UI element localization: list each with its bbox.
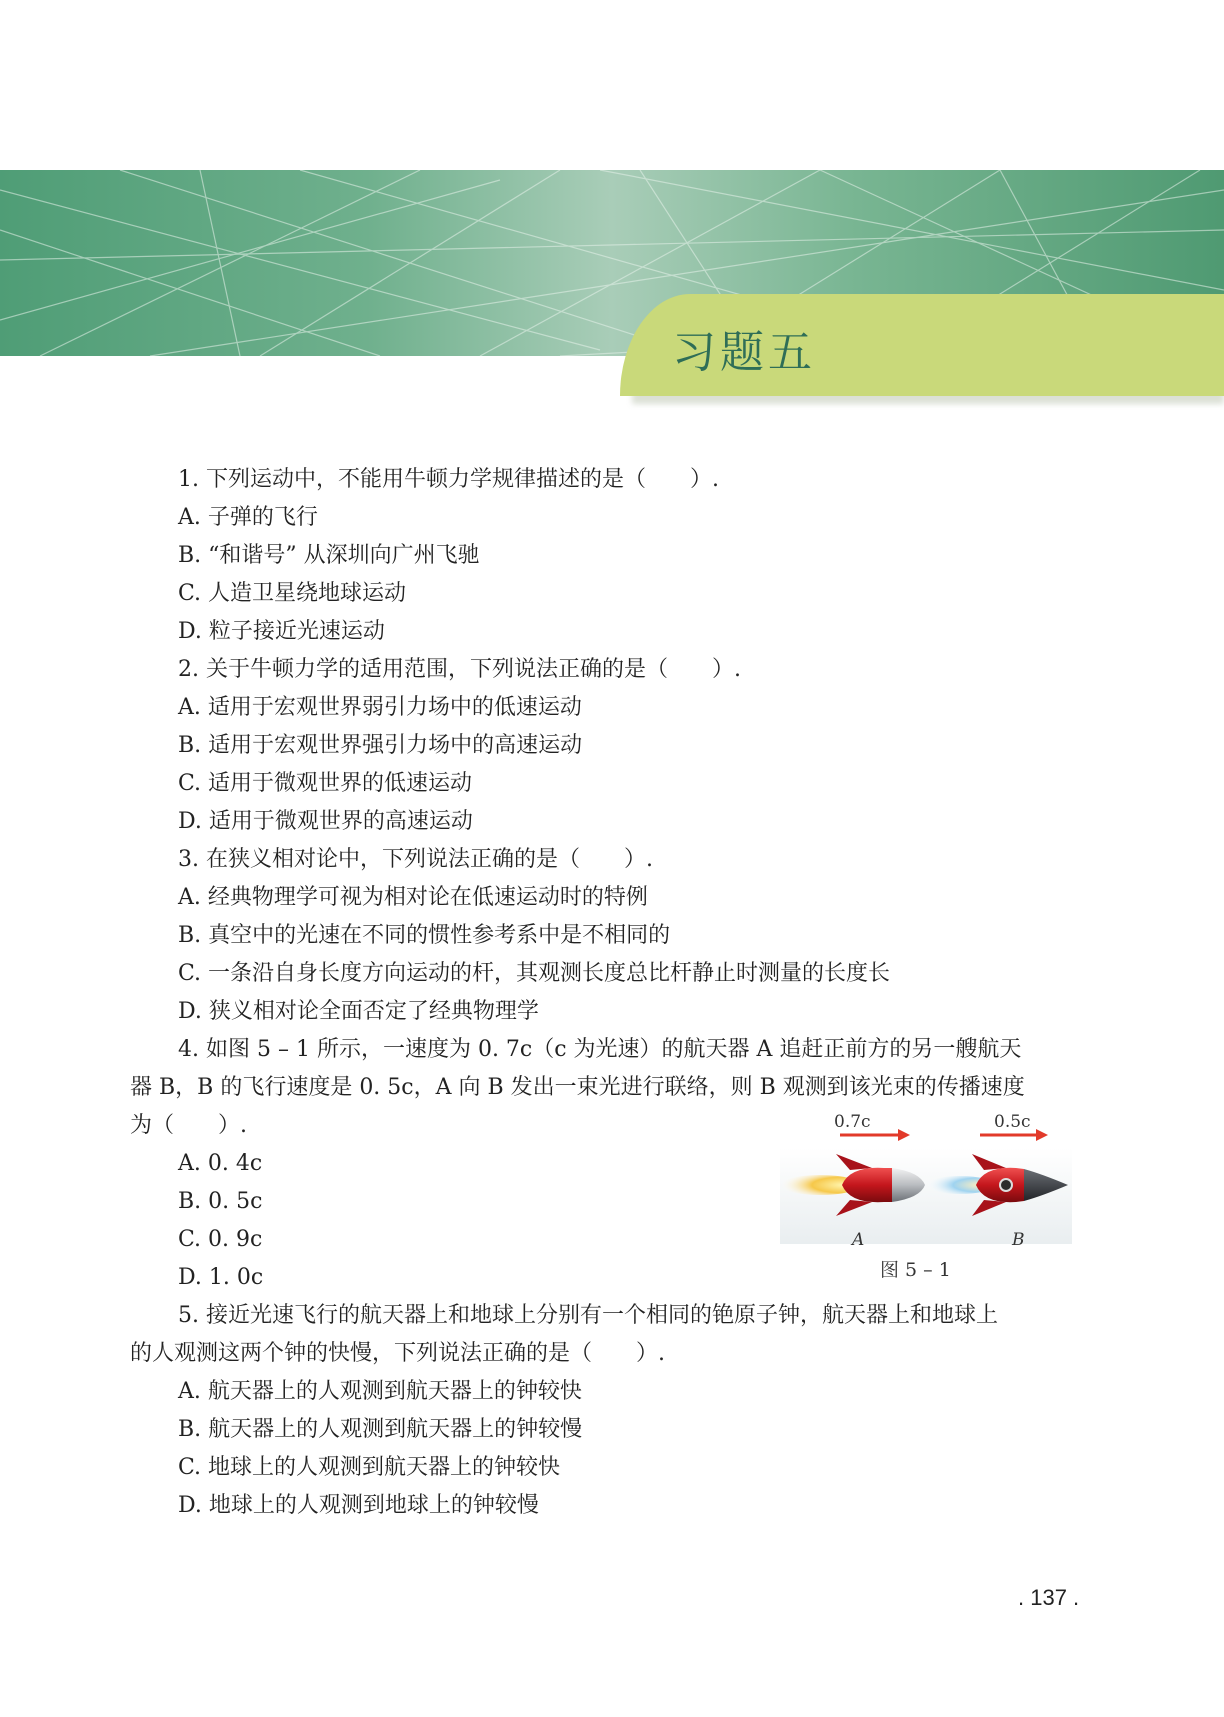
question-1: 1. 下列运动中，不能用牛顿力学规律描述的是（ ）.	[178, 467, 719, 492]
question-5-option-a: A. 航天器上的人观测到航天器上的钟较快	[178, 1379, 582, 1404]
question-3-option-d: D. 狭义相对论全面否定了经典物理学	[178, 999, 539, 1024]
speed-label-b: 0.5c	[994, 1112, 1031, 1132]
question-4-line-2: 器 B，B 的飞行速度是 0. 5c，A 向 B 发出一束光进行联络，则 B 观测到该光束的传播速度	[130, 1075, 1025, 1100]
question-5-line-1: 5. 接近光速飞行的航天器上和地球上分别有一个相同的铯原子钟，航天器上和地球上	[178, 1303, 998, 1328]
rocket-b-window	[1000, 1179, 1012, 1191]
speed-label-a: 0.7c	[834, 1112, 871, 1132]
question-3: 3. 在狭义相对论中，下列说法正确的是（ ）.	[178, 847, 653, 872]
chapter-title: 习题五	[672, 327, 816, 378]
question-1-option-b: B. “和谐号” 从深圳向广州飞驰	[178, 543, 480, 568]
question-5-option-d: D. 地球上的人观测到地球上的钟较慢	[178, 1493, 539, 1518]
question-4-option-b: B. 0. 5c	[178, 1189, 263, 1214]
question-3-option-a: A. 经典物理学可视为相对论在低速运动时的特例	[178, 885, 648, 910]
question-5-option-b: B. 航天器上的人观测到航天器上的钟较慢	[178, 1417, 583, 1442]
question-2-option-b: B. 适用于宏观世界强引力场中的高速运动	[178, 733, 583, 758]
question-4-option-c: C. 0. 9c	[178, 1227, 263, 1252]
question-2-option-d: D. 适用于微观世界的高速运动	[178, 809, 473, 834]
question-4-option-a: A. 0. 4c	[178, 1151, 263, 1176]
question-5-option-c: C. 地球上的人观测到航天器上的钟较快	[178, 1455, 561, 1480]
speed-arrow-a-head	[898, 1129, 910, 1141]
figure-caption: 图 5 – 1	[880, 1259, 951, 1281]
question-2-option-c: C. 适用于微观世界的低速运动	[178, 771, 473, 796]
speed-arrow-b-head	[1036, 1129, 1048, 1141]
question-4-line-3: 为（ ）.	[130, 1113, 247, 1138]
question-4-option-d: D. 1. 0c	[178, 1265, 264, 1290]
question-2: 2. 关于牛顿力学的适用范围，下列说法正确的是（ ）.	[178, 657, 741, 682]
page-number: . 137 .	[1018, 1585, 1080, 1610]
question-2-option-a: A. 适用于宏观世界弱引力场中的低速运动	[178, 695, 582, 720]
question-3-option-c: C. 一条沿自身长度方向运动的杆，其观测长度总比杆静止时测量的长度长	[178, 961, 891, 986]
question-1-option-a: A. 子弹的飞行	[178, 505, 318, 530]
rocket-a-label: A	[852, 1230, 865, 1250]
question-1-option-c: C. 人造卫星绕地球运动	[178, 581, 407, 606]
question-4-line-1: 4. 如图 5 – 1 所示，一速度为 0. 7c（c 为光速）的航天器 A 追赶正前方的另一艘航天	[178, 1037, 1022, 1062]
question-3-option-b: B. 真空中的光速在不同的惯性参考系中是不相同的	[178, 923, 671, 948]
question-5-line-2: 的人观测这两个钟的快慢，下列说法正确的是（ ）.	[130, 1341, 665, 1366]
rocket-b-label: B	[1012, 1230, 1025, 1250]
question-1-option-d: D. 粒子接近光速运动	[178, 619, 385, 644]
